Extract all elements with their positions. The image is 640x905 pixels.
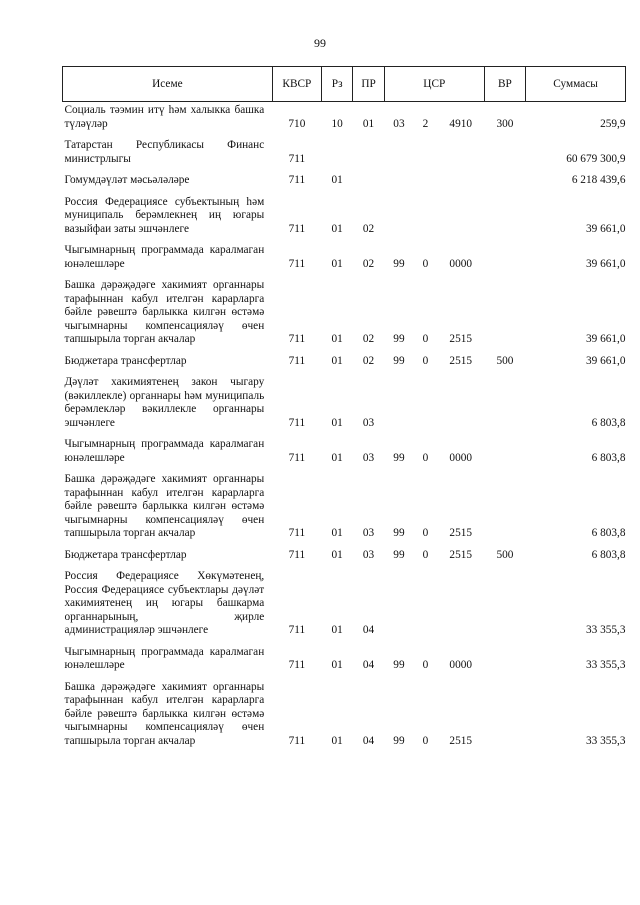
cell-csr-program: 03 bbox=[393, 117, 405, 130]
cell-vr: 500 bbox=[496, 354, 514, 367]
cell-name: Гомумдәүләт мәсьәләләре bbox=[64, 174, 190, 186]
cell-rz: 01 bbox=[331, 527, 343, 539]
cell-csr-program: 99 bbox=[393, 659, 405, 671]
cell-csr-direction: 2515 bbox=[449, 333, 473, 345]
cell-sum: 39 661,0 bbox=[585, 222, 626, 235]
cell-csr-program bbox=[384, 374, 413, 436]
cell-name: Бюджетара трансфертлар bbox=[64, 548, 187, 561]
cell-csr-subprogram bbox=[414, 568, 437, 644]
cell-kvsr: 711 bbox=[288, 354, 306, 367]
table-row bbox=[63, 644, 626, 679]
cell-kvsr: 711 bbox=[288, 527, 306, 539]
cell-sum: 39 661,0 bbox=[585, 333, 626, 345]
cell-csr-program bbox=[384, 137, 413, 172]
cell-rz: 01 bbox=[331, 257, 343, 270]
cell-sum: 6 803,8 bbox=[591, 416, 626, 429]
cell-csr-direction: 2515 bbox=[449, 734, 473, 747]
cell-csr-direction: 2515 bbox=[449, 548, 473, 561]
cell-rz: 01 bbox=[331, 354, 343, 367]
cell-pr: 02 bbox=[362, 222, 375, 235]
cell-csr-program bbox=[384, 194, 413, 243]
cell-name: Башка дәрәҗәдәге хакимият органнары тарафыннан кабул ителгән карарларга бәйле рәвештә барлыкка килгән өстәмә чыгымнарны компенсацияләү өчен тапшырыла торган акчалар bbox=[64, 473, 265, 539]
cell-csr-subprogram bbox=[414, 374, 437, 436]
cell-kvsr: 711 bbox=[288, 222, 306, 235]
cell-rz: 01 bbox=[331, 333, 343, 345]
cell-name: Татарстан Республикасы Финанс министрлыгы bbox=[64, 139, 265, 165]
cell-sum: 6 803,8 bbox=[591, 527, 626, 539]
cell-sum: 33 355,3 bbox=[585, 659, 626, 671]
cell-kvsr: 711 bbox=[288, 152, 306, 165]
cell-csr-direction bbox=[437, 137, 484, 172]
table-header bbox=[63, 67, 626, 102]
cell-csr-direction: 0000 bbox=[449, 659, 473, 671]
page-number: 99 bbox=[314, 36, 326, 50]
cell-name: Социаль тәэмин итү һәм халыкка башка түләүләр bbox=[64, 104, 265, 130]
cell-vr bbox=[484, 471, 525, 547]
cell-name: Россия Федерациясе субъектының һәм муниципаль берәмлекнең иң югары вазыйфаи заты эшчәнлеге bbox=[64, 195, 265, 235]
cell-csr-direction: 0000 bbox=[449, 257, 473, 270]
cell-vr: 500 bbox=[496, 548, 514, 561]
cell-csr-subprogram: 0 bbox=[422, 659, 429, 671]
cell-rz: 01 bbox=[331, 659, 343, 671]
cell-kvsr: 711 bbox=[288, 734, 306, 747]
cell-pr bbox=[353, 137, 384, 172]
table-row bbox=[63, 374, 626, 436]
cell-pr: 04 bbox=[362, 624, 375, 636]
budget-table bbox=[62, 66, 626, 754]
cell-csr-program: 99 bbox=[393, 333, 405, 345]
cell-csr-program bbox=[384, 172, 413, 194]
cell-name: Чыгымнарның программада каралмаган юнәлешләре bbox=[64, 645, 265, 671]
header-csr: ЦСР bbox=[384, 67, 484, 102]
header-pr: ПР bbox=[353, 67, 384, 102]
cell-rz: 01 bbox=[331, 222, 343, 235]
cell-sum: 60 679 300,9 bbox=[566, 152, 626, 165]
cell-vr bbox=[484, 172, 525, 194]
cell-csr-subprogram bbox=[414, 194, 437, 243]
cell-pr bbox=[353, 172, 384, 194]
cell-csr-subprogram: 0 bbox=[422, 527, 429, 539]
cell-name: Башка дәрәҗәдәге хакимият органнары тарафыннан кабул ителгән карарларга бәйле рәвештә барлыкка килгән өстәмә чыгымнарны компенсацияләү өчен тапшырыла торган акчалар bbox=[64, 680, 265, 747]
cell-csr-program: 99 bbox=[393, 354, 405, 367]
cell-rz: 01 bbox=[331, 548, 343, 561]
cell-vr bbox=[484, 137, 525, 172]
cell-vr: 300 bbox=[496, 117, 514, 130]
cell-pr: 02 bbox=[362, 354, 375, 367]
cell-pr: 03 bbox=[362, 548, 375, 561]
table-row bbox=[63, 679, 626, 755]
cell-csr-direction bbox=[437, 568, 484, 644]
table-body bbox=[63, 102, 626, 755]
cell-csr-direction: 2515 bbox=[449, 527, 473, 539]
header-name: Исеме bbox=[63, 67, 273, 102]
cell-sum: 33 355,3 bbox=[585, 734, 626, 747]
table-row bbox=[63, 242, 626, 277]
cell-vr bbox=[484, 644, 525, 679]
cell-csr-program: 99 bbox=[393, 734, 405, 747]
cell-csr-subprogram bbox=[414, 137, 437, 172]
cell-name: Бюджетара трансфертлар bbox=[64, 354, 187, 367]
cell-rz: 01 bbox=[331, 624, 343, 636]
cell-kvsr: 711 bbox=[288, 624, 306, 636]
header-rz: Рз bbox=[321, 67, 352, 102]
cell-kvsr: 711 bbox=[288, 451, 306, 464]
cell-name: Дәүләт хакимиятенең закон чыгару (вәкиллекле) органнары һәм муниципаль берәмлекләр вәкиллекле органнары эшчәнлеге bbox=[64, 376, 265, 429]
cell-csr-subprogram: 0 bbox=[422, 354, 429, 367]
cell-name: Чыгымнарның программада каралмаган юнәлешләре bbox=[64, 244, 265, 270]
cell-csr-subprogram: 0 bbox=[422, 548, 429, 561]
cell-csr-program bbox=[384, 568, 413, 644]
cell-csr-subprogram: 2 bbox=[422, 117, 429, 130]
cell-rz: 01 bbox=[331, 734, 343, 747]
table-row bbox=[63, 353, 626, 375]
cell-kvsr: 710 bbox=[288, 117, 306, 130]
cell-vr bbox=[484, 679, 525, 755]
cell-sum: 259,9 bbox=[600, 117, 626, 130]
cell-csr-subprogram: 0 bbox=[422, 451, 429, 464]
header-sum: Суммасы bbox=[526, 67, 626, 102]
cell-pr: 03 bbox=[362, 451, 375, 464]
cell-pr: 04 bbox=[362, 734, 375, 747]
cell-vr bbox=[484, 568, 525, 644]
cell-vr bbox=[484, 277, 525, 353]
cell-csr-subprogram: 0 bbox=[422, 333, 429, 345]
cell-vr bbox=[484, 374, 525, 436]
cell-csr-direction bbox=[437, 194, 484, 243]
cell-sum: 6 803,8 bbox=[591, 548, 626, 561]
table-row bbox=[63, 277, 626, 353]
cell-pr: 02 bbox=[362, 257, 375, 270]
cell-rz: 01 bbox=[331, 174, 343, 186]
cell-vr bbox=[484, 194, 525, 243]
cell-rz: 10 bbox=[331, 117, 343, 130]
cell-csr-program: 99 bbox=[393, 548, 405, 561]
table-row bbox=[63, 172, 626, 194]
cell-kvsr: 711 bbox=[288, 257, 306, 270]
table-row bbox=[63, 137, 626, 172]
cell-sum: 6 218 439,6 bbox=[571, 174, 626, 186]
cell-kvsr: 711 bbox=[288, 333, 306, 345]
table-row bbox=[63, 471, 626, 547]
cell-pr: 02 bbox=[362, 333, 375, 345]
cell-csr-direction bbox=[437, 374, 484, 436]
cell-pr: 04 bbox=[362, 659, 375, 671]
cell-rz bbox=[321, 137, 352, 172]
cell-sum: 6 803,8 bbox=[591, 451, 626, 464]
cell-csr-direction: 2515 bbox=[449, 354, 473, 367]
cell-kvsr: 711 bbox=[288, 174, 306, 186]
cell-rz: 01 bbox=[331, 416, 343, 429]
cell-rz: 01 bbox=[331, 451, 343, 464]
cell-name: Башка дәрәҗәдәге хакимият органнары тарафыннан кабул ителгән карарларга бәйле рәвештә барлыкка килгән өстәмә чыгымнарны компенсацияләү өчен тапшырыла торган акчалар bbox=[64, 279, 265, 345]
cell-pr: 03 bbox=[362, 416, 375, 429]
cell-csr-program: 99 bbox=[393, 451, 405, 464]
cell-name: Чыгымнарның программада каралмаган юнәлешләре bbox=[64, 438, 265, 464]
cell-csr-direction: 4910 bbox=[449, 117, 473, 130]
cell-csr-program: 99 bbox=[393, 527, 405, 539]
cell-csr-subprogram: 0 bbox=[422, 257, 429, 270]
cell-sum: 39 661,0 bbox=[585, 354, 626, 367]
header-vr: ВР bbox=[484, 67, 525, 102]
cell-vr bbox=[484, 436, 525, 471]
cell-csr-direction bbox=[437, 172, 484, 194]
table-row bbox=[63, 194, 626, 243]
table-row bbox=[63, 102, 626, 138]
cell-kvsr: 711 bbox=[288, 416, 306, 429]
header-kvsr: КВСР bbox=[272, 67, 321, 102]
cell-name: Россия Федерациясе Хөкүмәтенең, Россия Федерациясе субъектлары дәүләт хакимиятенең иң югары башкарма органнарының, җирле администрацияләр эшчәнлеге bbox=[64, 570, 265, 636]
cell-pr: 03 bbox=[362, 527, 375, 539]
cell-sum: 39 661,0 bbox=[585, 257, 626, 270]
cell-kvsr: 711 bbox=[288, 659, 306, 671]
cell-sum: 33 355,3 bbox=[585, 624, 626, 636]
cell-pr: 01 bbox=[362, 117, 375, 130]
table-row bbox=[63, 436, 626, 471]
cell-kvsr: 711 bbox=[288, 548, 306, 561]
cell-vr bbox=[484, 242, 525, 277]
cell-csr-program: 99 bbox=[393, 257, 405, 270]
cell-csr-subprogram bbox=[414, 172, 437, 194]
cell-csr-subprogram: 0 bbox=[422, 734, 429, 747]
table-row bbox=[63, 547, 626, 569]
table-row bbox=[63, 568, 626, 644]
cell-csr-direction: 0000 bbox=[449, 451, 473, 464]
